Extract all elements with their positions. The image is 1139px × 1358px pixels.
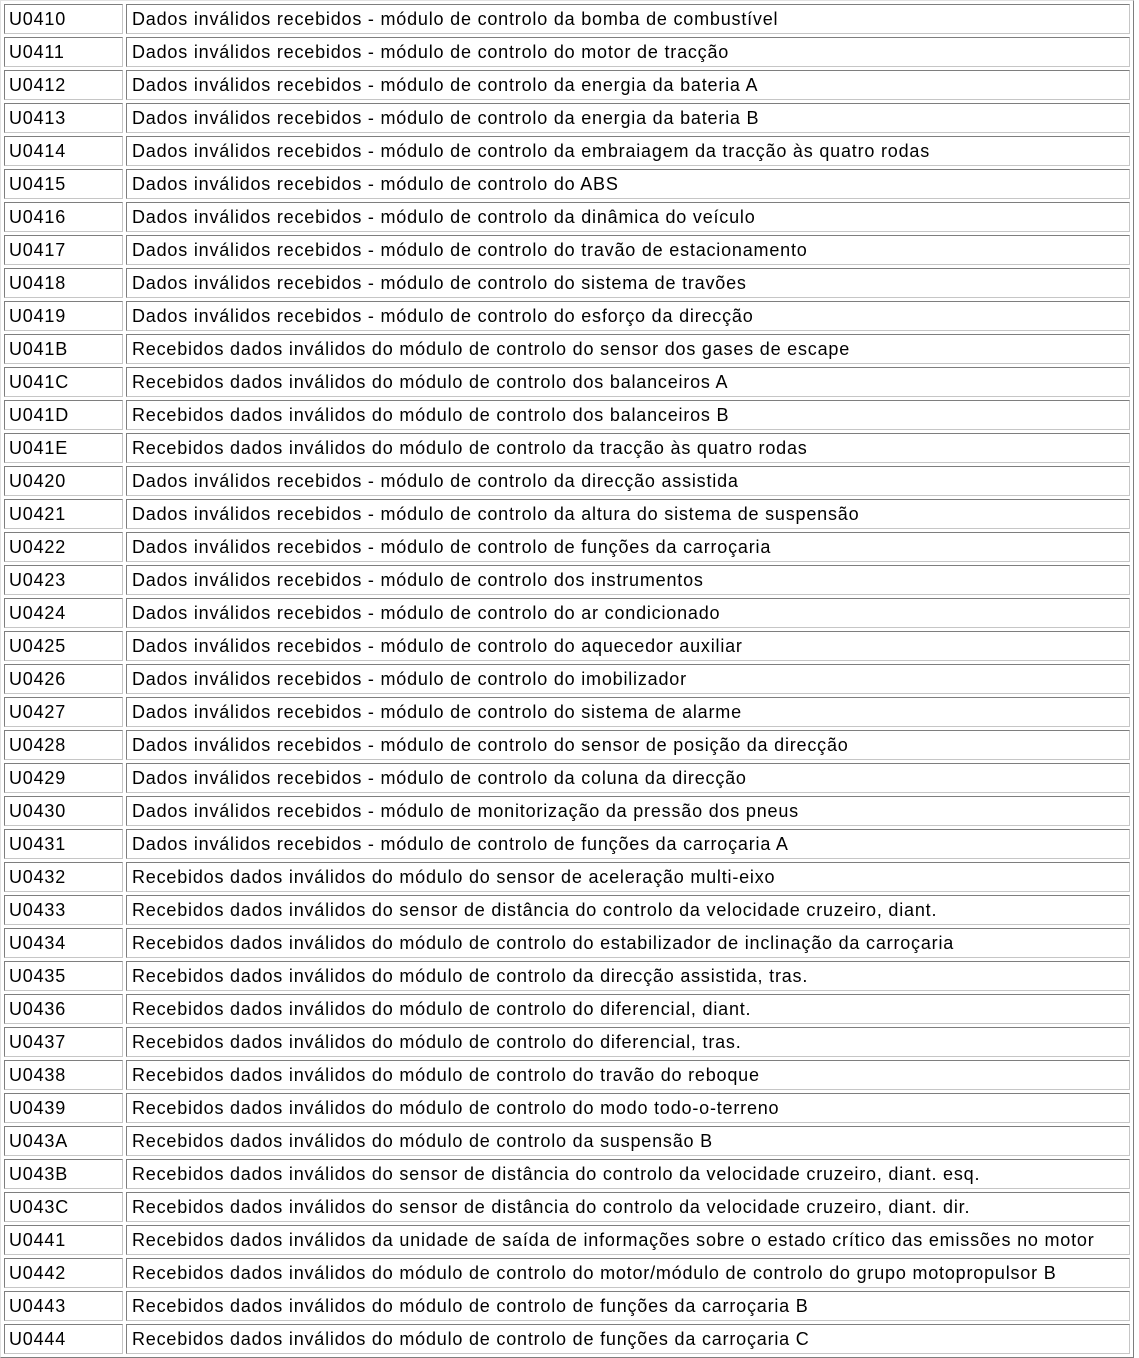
dtc-code-cell: U0438 [4,1060,123,1090]
dtc-description-cell: Dados inválidos recebidos - módulo de controlo da energia da bateria A [126,70,1130,100]
table-row [4,1060,1130,1090]
table-row [4,202,1130,232]
table-row [4,235,1130,265]
table-row [4,400,1130,430]
dtc-description-cell: Dados inválidos recebidos - módulo de controlo da direcção assistida [126,466,1130,496]
table-row [4,1159,1130,1189]
dtc-code-cell: U0420 [4,466,123,496]
dtc-description-cell: Dados inválidos recebidos - módulo de controlo da altura do sistema de suspensão [126,499,1130,529]
table-row [4,433,1130,463]
table-row [4,961,1130,991]
table-row [4,532,1130,562]
table-row [4,631,1130,661]
table-row [4,862,1130,892]
dtc-code-cell: U0410 [4,4,123,34]
table-row [4,466,1130,496]
dtc-code-cell: U041D [4,400,123,430]
dtc-code-cell: U043A [4,1126,123,1156]
table-row [4,697,1130,727]
dtc-code-cell: U0431 [4,829,123,859]
dtc-code-cell: U0439 [4,1093,123,1123]
dtc-code-cell: U0423 [4,565,123,595]
table-row [4,70,1130,100]
dtc-code-cell: U0426 [4,664,123,694]
dtc-description-cell: Recebidos dados inválidos do módulo de controlo da tracção às quatro rodas [126,433,1130,463]
dtc-code-cell: U0415 [4,169,123,199]
table-row [4,1258,1130,1288]
dtc-code-cell: U043C [4,1192,123,1222]
table-row [4,1192,1130,1222]
dtc-code-cell: U0411 [4,37,123,67]
dtc-description-cell: Dados inválidos recebidos - módulo de controlo da energia da bateria B [126,103,1130,133]
table-row [4,268,1130,298]
dtc-code-cell: U0422 [4,532,123,562]
dtc-code-cell: U041B [4,334,123,364]
dtc-description-cell: Dados inválidos recebidos - módulo de controlo do imobilizador [126,664,1130,694]
dtc-code-cell: U0414 [4,136,123,166]
dtc-description-cell: Recebidos dados inválidos do módulo do sensor de aceleração multi-eixo [126,862,1130,892]
dtc-description-cell: Dados inválidos recebidos - módulo de controlo do sistema de travões [126,268,1130,298]
dtc-description-cell: Dados inválidos recebidos - módulo de controlo de funções da carroçaria A [126,829,1130,859]
dtc-description-cell: Recebidos dados inválidos do módulo de controlo do estabilizador de inclinação da carroçaria [126,928,1130,958]
dtc-description-cell: Recebidos dados inválidos do sensor de distância do controlo da velocidade cruzeiro, diant. dir. [126,1192,1130,1222]
table-row [4,1093,1130,1123]
table-row [4,730,1130,760]
table-row [4,499,1130,529]
dtc-code-cell: U041C [4,367,123,397]
dtc-code-cell: U0417 [4,235,123,265]
table-row [4,895,1130,925]
table-row [4,103,1130,133]
table-row [4,37,1130,67]
table-row [4,664,1130,694]
dtc-description-cell: Recebidos dados inválidos do módulo de controlo da suspensão B [126,1126,1130,1156]
dtc-code-cell: U0444 [4,1324,123,1354]
dtc-description-cell: Recebidos dados inválidos da unidade de saída de informações sobre o estado crítico das emissões no motor [126,1225,1130,1255]
dtc-code-cell: U0436 [4,994,123,1024]
dtc-code-cell: U0427 [4,697,123,727]
table-row [4,1126,1130,1156]
table-row [4,928,1130,958]
dtc-description-cell: Recebidos dados inválidos do módulo de controlo dos balanceiros B [126,400,1130,430]
dtc-description-cell: Recebidos dados inválidos do módulo de controlo do sensor dos gases de escape [126,334,1130,364]
dtc-description-cell: Dados inválidos recebidos - módulo de controlo do esforço da direcção [126,301,1130,331]
dtc-description-cell: Dados inválidos recebidos - módulo de controlo dos instrumentos [126,565,1130,595]
table-row [4,334,1130,364]
dtc-description-cell: Dados inválidos recebidos - módulo de controlo do sensor de posição da direcção [126,730,1130,760]
dtc-description-cell: Dados inválidos recebidos - módulo de controlo da embraiagem da tracção às quatro rodas [126,136,1130,166]
dtc-code-cell: U0430 [4,796,123,826]
dtc-description-cell: Dados inválidos recebidos - módulo de controlo da coluna da direcção [126,763,1130,793]
dtc-code-cell: U0437 [4,1027,123,1057]
dtc-code-cell: U0428 [4,730,123,760]
dtc-code-cell: U0432 [4,862,123,892]
dtc-code-cell: U0416 [4,202,123,232]
table-row [4,565,1130,595]
dtc-description-cell: Recebidos dados inválidos do módulo de controlo do travão do reboque [126,1060,1130,1090]
table-row [4,829,1130,859]
dtc-code-cell: U0421 [4,499,123,529]
dtc-code-cell: U0413 [4,103,123,133]
table-row [4,136,1130,166]
dtc-code-cell: U0412 [4,70,123,100]
table-row [4,4,1130,34]
dtc-description-cell: Recebidos dados inválidos do módulo de controlo de funções da carroçaria B [126,1291,1130,1321]
dtc-code-cell: U0433 [4,895,123,925]
dtc-code-cell: U0418 [4,268,123,298]
dtc-code-cell: U0425 [4,631,123,661]
table-row [4,367,1130,397]
table-row [4,1291,1130,1321]
dtc-description-cell: Recebidos dados inválidos do módulo de controlo da direcção assistida, tras. [126,961,1130,991]
dtc-code-cell: U0429 [4,763,123,793]
dtc-code-cell: U041E [4,433,123,463]
dtc-description-cell: Dados inválidos recebidos - módulo de controlo da bomba de combustível [126,4,1130,34]
dtc-description-cell: Recebidos dados inválidos do módulo de controlo do motor/módulo de controlo do grupo motopropulsor B [126,1258,1130,1288]
dtc-code-cell: U0442 [4,1258,123,1288]
dtc-description-cell: Dados inválidos recebidos - módulo de monitorização da pressão dos pneus [126,796,1130,826]
dtc-description-cell: Dados inválidos recebidos - módulo de controlo do travão de estacionamento [126,235,1130,265]
dtc-description-cell: Dados inválidos recebidos - módulo de controlo do ar condicionado [126,598,1130,628]
table-row [4,796,1130,826]
dtc-description-cell: Recebidos dados inválidos do módulo de controlo do diferencial, diant. [126,994,1130,1024]
table-row [4,301,1130,331]
dtc-description-cell: Recebidos dados inválidos do módulo de controlo do modo todo-o-terreno [126,1093,1130,1123]
dtc-description-cell: Recebidos dados inválidos do módulo de controlo dos balanceiros A [126,367,1130,397]
dtc-description-cell: Recebidos dados inválidos do sensor de distância do controlo da velocidade cruzeiro, diant. [126,895,1130,925]
dtc-description-cell: Recebidos dados inválidos do sensor de distância do controlo da velocidade cruzeiro, diant. esq. [126,1159,1130,1189]
dtc-description-cell: Recebidos dados inválidos do módulo de controlo do diferencial, tras. [126,1027,1130,1057]
dtc-code-cell: U0435 [4,961,123,991]
table-row [4,598,1130,628]
dtc-description-cell: Dados inválidos recebidos - módulo de controlo do sistema de alarme [126,697,1130,727]
dtc-table-body [4,4,1130,1354]
dtc-code-cell: U0434 [4,928,123,958]
dtc-description-cell: Dados inválidos recebidos - módulo de controlo do motor de tracção [126,37,1130,67]
dtc-description-cell: Dados inválidos recebidos - módulo de controlo do aquecedor auxiliar [126,631,1130,661]
dtc-code-cell: U0441 [4,1225,123,1255]
table-row [4,169,1130,199]
dtc-code-cell: U0424 [4,598,123,628]
table-row [4,1225,1130,1255]
dtc-code-cell: U0443 [4,1291,123,1321]
table-row [4,1027,1130,1057]
dtc-description-cell: Dados inválidos recebidos - módulo de controlo do ABS [126,169,1130,199]
table-row [4,994,1130,1024]
dtc-description-cell: Dados inválidos recebidos - módulo de controlo de funções da carroçaria [126,532,1130,562]
dtc-description-cell: Recebidos dados inválidos do módulo de controlo de funções da carroçaria C [126,1324,1130,1354]
dtc-code-cell: U043B [4,1159,123,1189]
dtc-code-cell: U0419 [4,301,123,331]
table-row [4,763,1130,793]
dtc-description-cell: Dados inválidos recebidos - módulo de controlo da dinâmica do veículo [126,202,1130,232]
